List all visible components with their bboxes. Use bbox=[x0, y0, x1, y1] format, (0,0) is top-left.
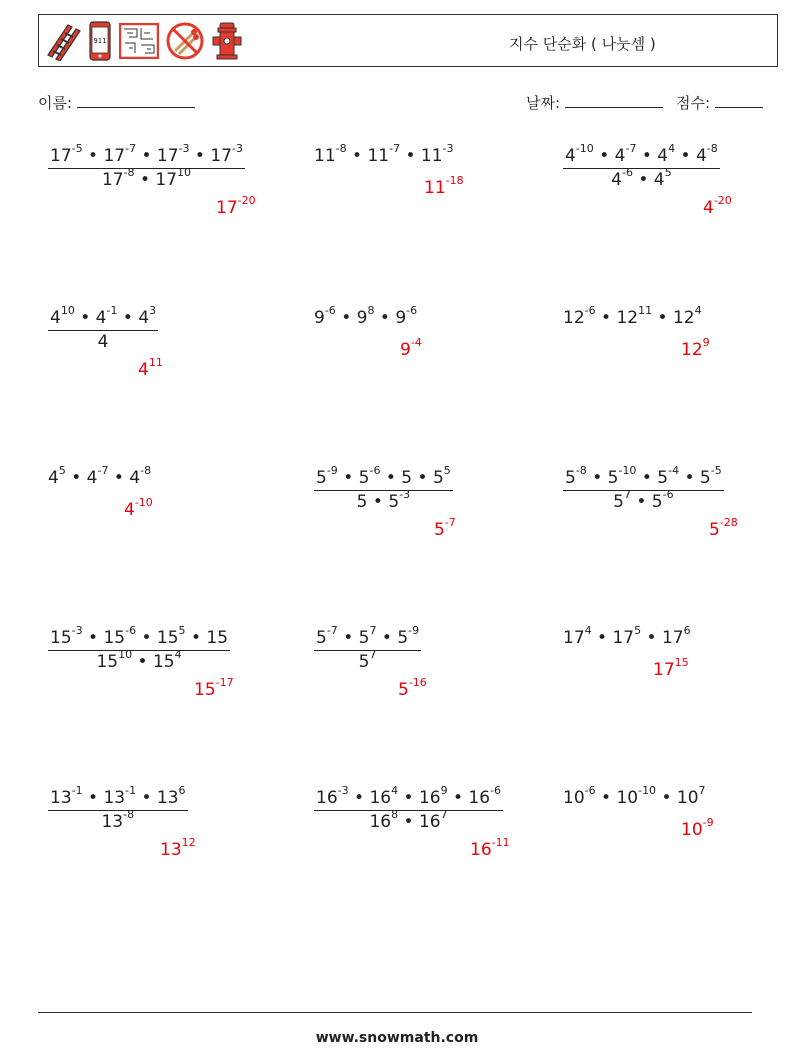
exponent: -5 bbox=[71, 142, 83, 156]
problem-9 bbox=[563, 464, 724, 512]
answer-2 bbox=[424, 174, 464, 198]
fraction bbox=[314, 624, 421, 672]
base: 4 bbox=[138, 308, 150, 328]
answer-7 bbox=[124, 496, 153, 520]
base: 5 bbox=[699, 468, 711, 488]
problem-3 bbox=[563, 142, 720, 190]
base: 4 bbox=[611, 170, 622, 190]
expression bbox=[314, 304, 418, 328]
score-line[interactable] bbox=[715, 93, 763, 108]
exponent: 5 bbox=[664, 166, 672, 180]
exponent: -6 bbox=[324, 304, 336, 318]
base: 5 bbox=[398, 680, 409, 700]
exponent: -20 bbox=[713, 194, 732, 208]
denominator bbox=[314, 488, 453, 512]
base: 17 bbox=[155, 170, 178, 190]
fraction bbox=[48, 624, 230, 672]
ladder-icon bbox=[45, 21, 81, 61]
exponent: -9 bbox=[326, 464, 338, 478]
dot-operator: • bbox=[343, 468, 354, 488]
exponent: -5 bbox=[710, 464, 722, 478]
denominator bbox=[48, 648, 230, 672]
header-icons bbox=[45, 20, 243, 62]
exponent: -8 bbox=[123, 808, 135, 822]
base: 17 bbox=[50, 146, 72, 166]
denominator bbox=[314, 648, 421, 672]
answer-11 bbox=[398, 676, 427, 700]
exponent: 4 bbox=[391, 784, 399, 798]
problem-14 bbox=[314, 784, 503, 832]
base: 11 bbox=[420, 146, 443, 166]
exponent: 10 bbox=[177, 166, 192, 180]
answer-10 bbox=[194, 676, 234, 700]
dot-operator: • bbox=[641, 146, 652, 166]
answer-15 bbox=[681, 816, 714, 840]
base: 15 bbox=[206, 628, 229, 648]
dot-operator: • bbox=[385, 468, 396, 488]
base: 4 bbox=[653, 170, 665, 190]
answer-12 bbox=[653, 656, 689, 680]
exponent: 11 bbox=[148, 356, 163, 370]
dot-operator: • bbox=[661, 788, 672, 808]
problem-6 bbox=[563, 304, 702, 328]
exponent: 8 bbox=[367, 304, 375, 318]
dot-operator: • bbox=[405, 146, 416, 166]
exponent: -4 bbox=[410, 336, 422, 350]
dot-operator: • bbox=[452, 788, 464, 808]
base: 5 bbox=[397, 628, 409, 648]
dot-operator: • bbox=[88, 788, 99, 808]
dot-operator: • bbox=[592, 468, 603, 488]
exponent: -3 bbox=[337, 784, 349, 798]
base: 11 bbox=[424, 178, 446, 198]
exponent: -3 bbox=[232, 142, 243, 156]
dot-operator: • bbox=[381, 628, 392, 648]
problem-5 bbox=[314, 304, 418, 328]
exponent: -3 bbox=[399, 488, 411, 502]
exponent: -4 bbox=[668, 464, 680, 478]
dot-operator: • bbox=[601, 788, 612, 808]
base: 12 bbox=[563, 308, 585, 328]
exponent: -28 bbox=[719, 516, 738, 530]
dot-operator: • bbox=[657, 308, 668, 328]
svg-text:911: 911 bbox=[93, 37, 107, 45]
exponent: -7 bbox=[444, 516, 456, 530]
dot-operator: • bbox=[646, 628, 657, 648]
denominator bbox=[563, 488, 724, 512]
problem-10 bbox=[48, 624, 230, 672]
exponent: -9 bbox=[408, 624, 420, 638]
denominator bbox=[314, 808, 503, 832]
base: 11 bbox=[367, 146, 390, 166]
page-title: 지수 단순화 ( 나눗셈 ) bbox=[509, 35, 656, 53]
base: 4 bbox=[565, 146, 576, 166]
numerator bbox=[563, 464, 724, 491]
base: 5 bbox=[434, 520, 445, 540]
base: 17 bbox=[661, 628, 684, 648]
numerator bbox=[314, 464, 453, 491]
exponent: -10 bbox=[618, 464, 637, 478]
problem-12 bbox=[563, 624, 691, 648]
exponent: 10 bbox=[118, 648, 133, 662]
base: 13 bbox=[101, 812, 124, 832]
exponent: -7 bbox=[326, 624, 338, 638]
exponent: -7 bbox=[625, 142, 637, 156]
base: 5 bbox=[358, 468, 370, 488]
dot-operator: • bbox=[403, 812, 414, 832]
fraction bbox=[48, 304, 158, 352]
base: 16 bbox=[369, 788, 392, 808]
base: 5 bbox=[358, 652, 370, 672]
base: 4 bbox=[703, 198, 714, 218]
exponent: -6 bbox=[406, 304, 418, 318]
exponent: -7 bbox=[389, 142, 401, 156]
exponent: -7 bbox=[97, 464, 109, 478]
exponent: -18 bbox=[445, 174, 464, 188]
dot-operator: • bbox=[599, 146, 610, 166]
dot-operator: • bbox=[354, 788, 365, 808]
dot-operator: • bbox=[601, 308, 612, 328]
dot-operator: • bbox=[141, 146, 152, 166]
fraction bbox=[314, 784, 503, 832]
exponent: 6 bbox=[683, 624, 691, 638]
answer-5 bbox=[400, 336, 422, 360]
answer-4 bbox=[138, 356, 163, 380]
dot-operator: • bbox=[122, 308, 133, 328]
dot-operator: • bbox=[71, 468, 82, 488]
dot-operator: • bbox=[113, 468, 124, 488]
dot-operator: • bbox=[141, 788, 152, 808]
base: 17 bbox=[210, 146, 232, 166]
base: 5 bbox=[401, 468, 413, 488]
date-line[interactable] bbox=[565, 93, 663, 108]
fraction bbox=[314, 464, 453, 512]
dot-operator: • bbox=[141, 628, 152, 648]
denominator bbox=[563, 166, 720, 190]
exponent: 3 bbox=[149, 304, 157, 318]
base: 13 bbox=[103, 788, 126, 808]
fire-hydrant-icon bbox=[211, 21, 243, 61]
base: 17 bbox=[653, 660, 675, 680]
base: 4 bbox=[48, 468, 59, 488]
exponent: -6 bbox=[369, 464, 381, 478]
dot-operator: • bbox=[597, 628, 608, 648]
fraction bbox=[48, 142, 245, 190]
dot-operator: • bbox=[80, 308, 91, 328]
exponent: 4 bbox=[694, 304, 702, 318]
dot-operator: • bbox=[139, 170, 150, 190]
base: 16 bbox=[470, 840, 492, 860]
dot-operator: • bbox=[88, 628, 99, 648]
dot-operator: • bbox=[88, 146, 99, 166]
base: 16 bbox=[316, 788, 338, 808]
numerator bbox=[48, 142, 245, 169]
exponent: 7 bbox=[623, 488, 631, 502]
exponent: -6 bbox=[490, 784, 502, 798]
exponent: -10 bbox=[575, 142, 594, 156]
base: 10 bbox=[676, 788, 699, 808]
base: 4 bbox=[138, 360, 149, 380]
dot-operator: • bbox=[684, 468, 695, 488]
exponent: -20 bbox=[237, 194, 256, 208]
exponent: 9 bbox=[440, 784, 448, 798]
base: 4 bbox=[695, 146, 707, 166]
exponent: 5 bbox=[634, 624, 642, 638]
base: 4 bbox=[129, 468, 141, 488]
exponent: 9 bbox=[702, 336, 710, 350]
base: 5 bbox=[565, 468, 576, 488]
exponent: 4 bbox=[584, 624, 592, 638]
base: 4 bbox=[97, 332, 109, 352]
exponent: 7 bbox=[440, 808, 448, 822]
exponent: 5 bbox=[178, 624, 186, 638]
base: 5 bbox=[388, 492, 400, 512]
base: 16 bbox=[418, 812, 441, 832]
exponent: 4 bbox=[174, 648, 182, 662]
exponent: -16 bbox=[408, 676, 427, 690]
base: 10 bbox=[563, 788, 585, 808]
dot-operator: • bbox=[636, 492, 647, 512]
base: 12 bbox=[681, 340, 703, 360]
exponent: -6 bbox=[621, 166, 633, 180]
problem-4 bbox=[48, 304, 158, 352]
base: 12 bbox=[616, 308, 639, 328]
dot-operator: • bbox=[379, 308, 390, 328]
problem-11 bbox=[314, 624, 421, 672]
numerator bbox=[48, 784, 188, 811]
name-line[interactable] bbox=[77, 93, 195, 108]
base: 5 bbox=[316, 468, 327, 488]
footer-website: www.snowmath.com bbox=[315, 1030, 479, 1046]
exponent: -1 bbox=[71, 784, 83, 798]
numerator bbox=[314, 624, 421, 651]
numerator bbox=[563, 142, 720, 169]
base: 15 bbox=[156, 628, 179, 648]
exponent: 12 bbox=[181, 836, 196, 850]
name-label: 이름: bbox=[38, 94, 73, 112]
exponent: 7 bbox=[369, 624, 377, 638]
problem-8 bbox=[314, 464, 453, 512]
base: 17 bbox=[101, 170, 124, 190]
base: 4 bbox=[614, 146, 626, 166]
base: 15 bbox=[103, 628, 126, 648]
exponent: -8 bbox=[335, 142, 347, 156]
denominator bbox=[48, 166, 245, 190]
base: 17 bbox=[563, 628, 585, 648]
exponent: -9 bbox=[702, 816, 714, 830]
problem-7 bbox=[48, 464, 152, 488]
base: 16 bbox=[369, 812, 392, 832]
footer-divider bbox=[38, 1012, 752, 1013]
exponent: -6 bbox=[584, 784, 596, 798]
base: 5 bbox=[651, 492, 663, 512]
denominator bbox=[48, 331, 158, 351]
exponent: 4 bbox=[668, 142, 676, 156]
exponent: -3 bbox=[71, 624, 83, 638]
dot-operator: • bbox=[638, 170, 649, 190]
numerator bbox=[48, 624, 230, 651]
exponent: -7 bbox=[125, 142, 137, 156]
exponent: -10 bbox=[638, 784, 657, 798]
base: 11 bbox=[314, 146, 336, 166]
date-field bbox=[526, 92, 663, 113]
base: 12 bbox=[672, 308, 695, 328]
base: 10 bbox=[681, 820, 703, 840]
answer-13 bbox=[160, 836, 196, 860]
expression bbox=[563, 624, 691, 648]
answer-14 bbox=[470, 836, 510, 860]
base: 9 bbox=[395, 308, 407, 328]
base: 15 bbox=[152, 652, 175, 672]
numerator bbox=[314, 784, 503, 811]
exponent: -6 bbox=[662, 488, 674, 502]
denominator bbox=[48, 808, 188, 832]
dot-operator: • bbox=[641, 468, 652, 488]
base: 17 bbox=[156, 146, 179, 166]
answer-6 bbox=[681, 336, 710, 360]
dot-operator: • bbox=[137, 652, 148, 672]
base: 15 bbox=[194, 680, 216, 700]
dot-operator: • bbox=[417, 468, 428, 488]
base: 4 bbox=[124, 500, 135, 520]
base: 9 bbox=[356, 308, 368, 328]
base: 9 bbox=[314, 308, 325, 328]
answer-3 bbox=[703, 194, 732, 218]
exponent: 7 bbox=[698, 784, 706, 798]
exponent: -8 bbox=[575, 464, 587, 478]
expression bbox=[563, 304, 702, 328]
base: 13 bbox=[160, 840, 182, 860]
base: 5 bbox=[657, 468, 669, 488]
base: 4 bbox=[657, 146, 669, 166]
base: 5 bbox=[432, 468, 444, 488]
fraction bbox=[563, 142, 720, 190]
base: 5 bbox=[607, 468, 619, 488]
base: 5 bbox=[316, 628, 327, 648]
base: 5 bbox=[356, 492, 368, 512]
exponent: -17 bbox=[215, 676, 234, 690]
exponent: 8 bbox=[391, 808, 399, 822]
exponent: 6 bbox=[178, 784, 186, 798]
base: 17 bbox=[216, 198, 238, 218]
base: 16 bbox=[418, 788, 441, 808]
expression bbox=[48, 464, 152, 488]
dot-operator: • bbox=[341, 308, 352, 328]
no-matches-icon bbox=[165, 21, 205, 61]
phone-911-icon bbox=[87, 21, 113, 61]
exponent: 5 bbox=[58, 464, 66, 478]
dot-operator: • bbox=[680, 146, 691, 166]
base: 15 bbox=[96, 652, 119, 672]
header-box bbox=[38, 14, 778, 67]
name-field bbox=[38, 92, 195, 113]
exponent: 11 bbox=[638, 304, 653, 318]
exponent: -3 bbox=[178, 142, 190, 156]
base: 9 bbox=[400, 340, 411, 360]
fraction bbox=[563, 464, 724, 512]
base: 17 bbox=[612, 628, 635, 648]
problem-1 bbox=[48, 142, 245, 190]
dot-operator: • bbox=[194, 146, 205, 166]
base: 5 bbox=[709, 520, 720, 540]
exponent: -1 bbox=[125, 784, 137, 798]
base: 5 bbox=[358, 628, 370, 648]
expression bbox=[563, 784, 706, 808]
dot-operator: • bbox=[372, 492, 383, 512]
base: 4 bbox=[86, 468, 98, 488]
dot-operator: • bbox=[352, 146, 363, 166]
dot-operator: • bbox=[190, 628, 201, 648]
base: 4 bbox=[95, 308, 107, 328]
base: 13 bbox=[50, 788, 72, 808]
problem-2 bbox=[314, 142, 454, 166]
expression bbox=[314, 142, 454, 166]
exponent: -6 bbox=[125, 624, 137, 638]
exponent: -1 bbox=[106, 304, 118, 318]
answer-1 bbox=[216, 194, 256, 218]
exponent: -8 bbox=[706, 142, 718, 156]
exponent: 7 bbox=[369, 648, 377, 662]
date-label: 날짜: bbox=[526, 94, 561, 112]
exponent: 10 bbox=[60, 304, 75, 318]
base: 5 bbox=[613, 492, 624, 512]
score-field bbox=[676, 92, 763, 113]
answer-8 bbox=[434, 516, 456, 540]
answer-9 bbox=[709, 516, 738, 540]
fraction bbox=[48, 784, 188, 832]
base: 15 bbox=[50, 628, 72, 648]
exponent: 5 bbox=[443, 464, 451, 478]
fire-exit-map-icon bbox=[119, 23, 159, 59]
exponent: -11 bbox=[491, 836, 510, 850]
numerator bbox=[48, 304, 158, 331]
base: 17 bbox=[103, 146, 126, 166]
exponent: -8 bbox=[140, 464, 152, 478]
exponent: -6 bbox=[584, 304, 596, 318]
base: 16 bbox=[468, 788, 491, 808]
dot-operator: • bbox=[403, 788, 414, 808]
exponent: -10 bbox=[134, 496, 153, 510]
dot-operator: • bbox=[343, 628, 354, 648]
exponent: -8 bbox=[123, 166, 135, 180]
base: 4 bbox=[50, 308, 61, 328]
base: 13 bbox=[156, 788, 179, 808]
score-label: 점수: bbox=[676, 94, 711, 112]
exponent: 15 bbox=[674, 656, 689, 670]
base: 10 bbox=[616, 788, 639, 808]
exponent: -3 bbox=[442, 142, 454, 156]
problem-13 bbox=[48, 784, 188, 832]
problem-15 bbox=[563, 784, 706, 808]
